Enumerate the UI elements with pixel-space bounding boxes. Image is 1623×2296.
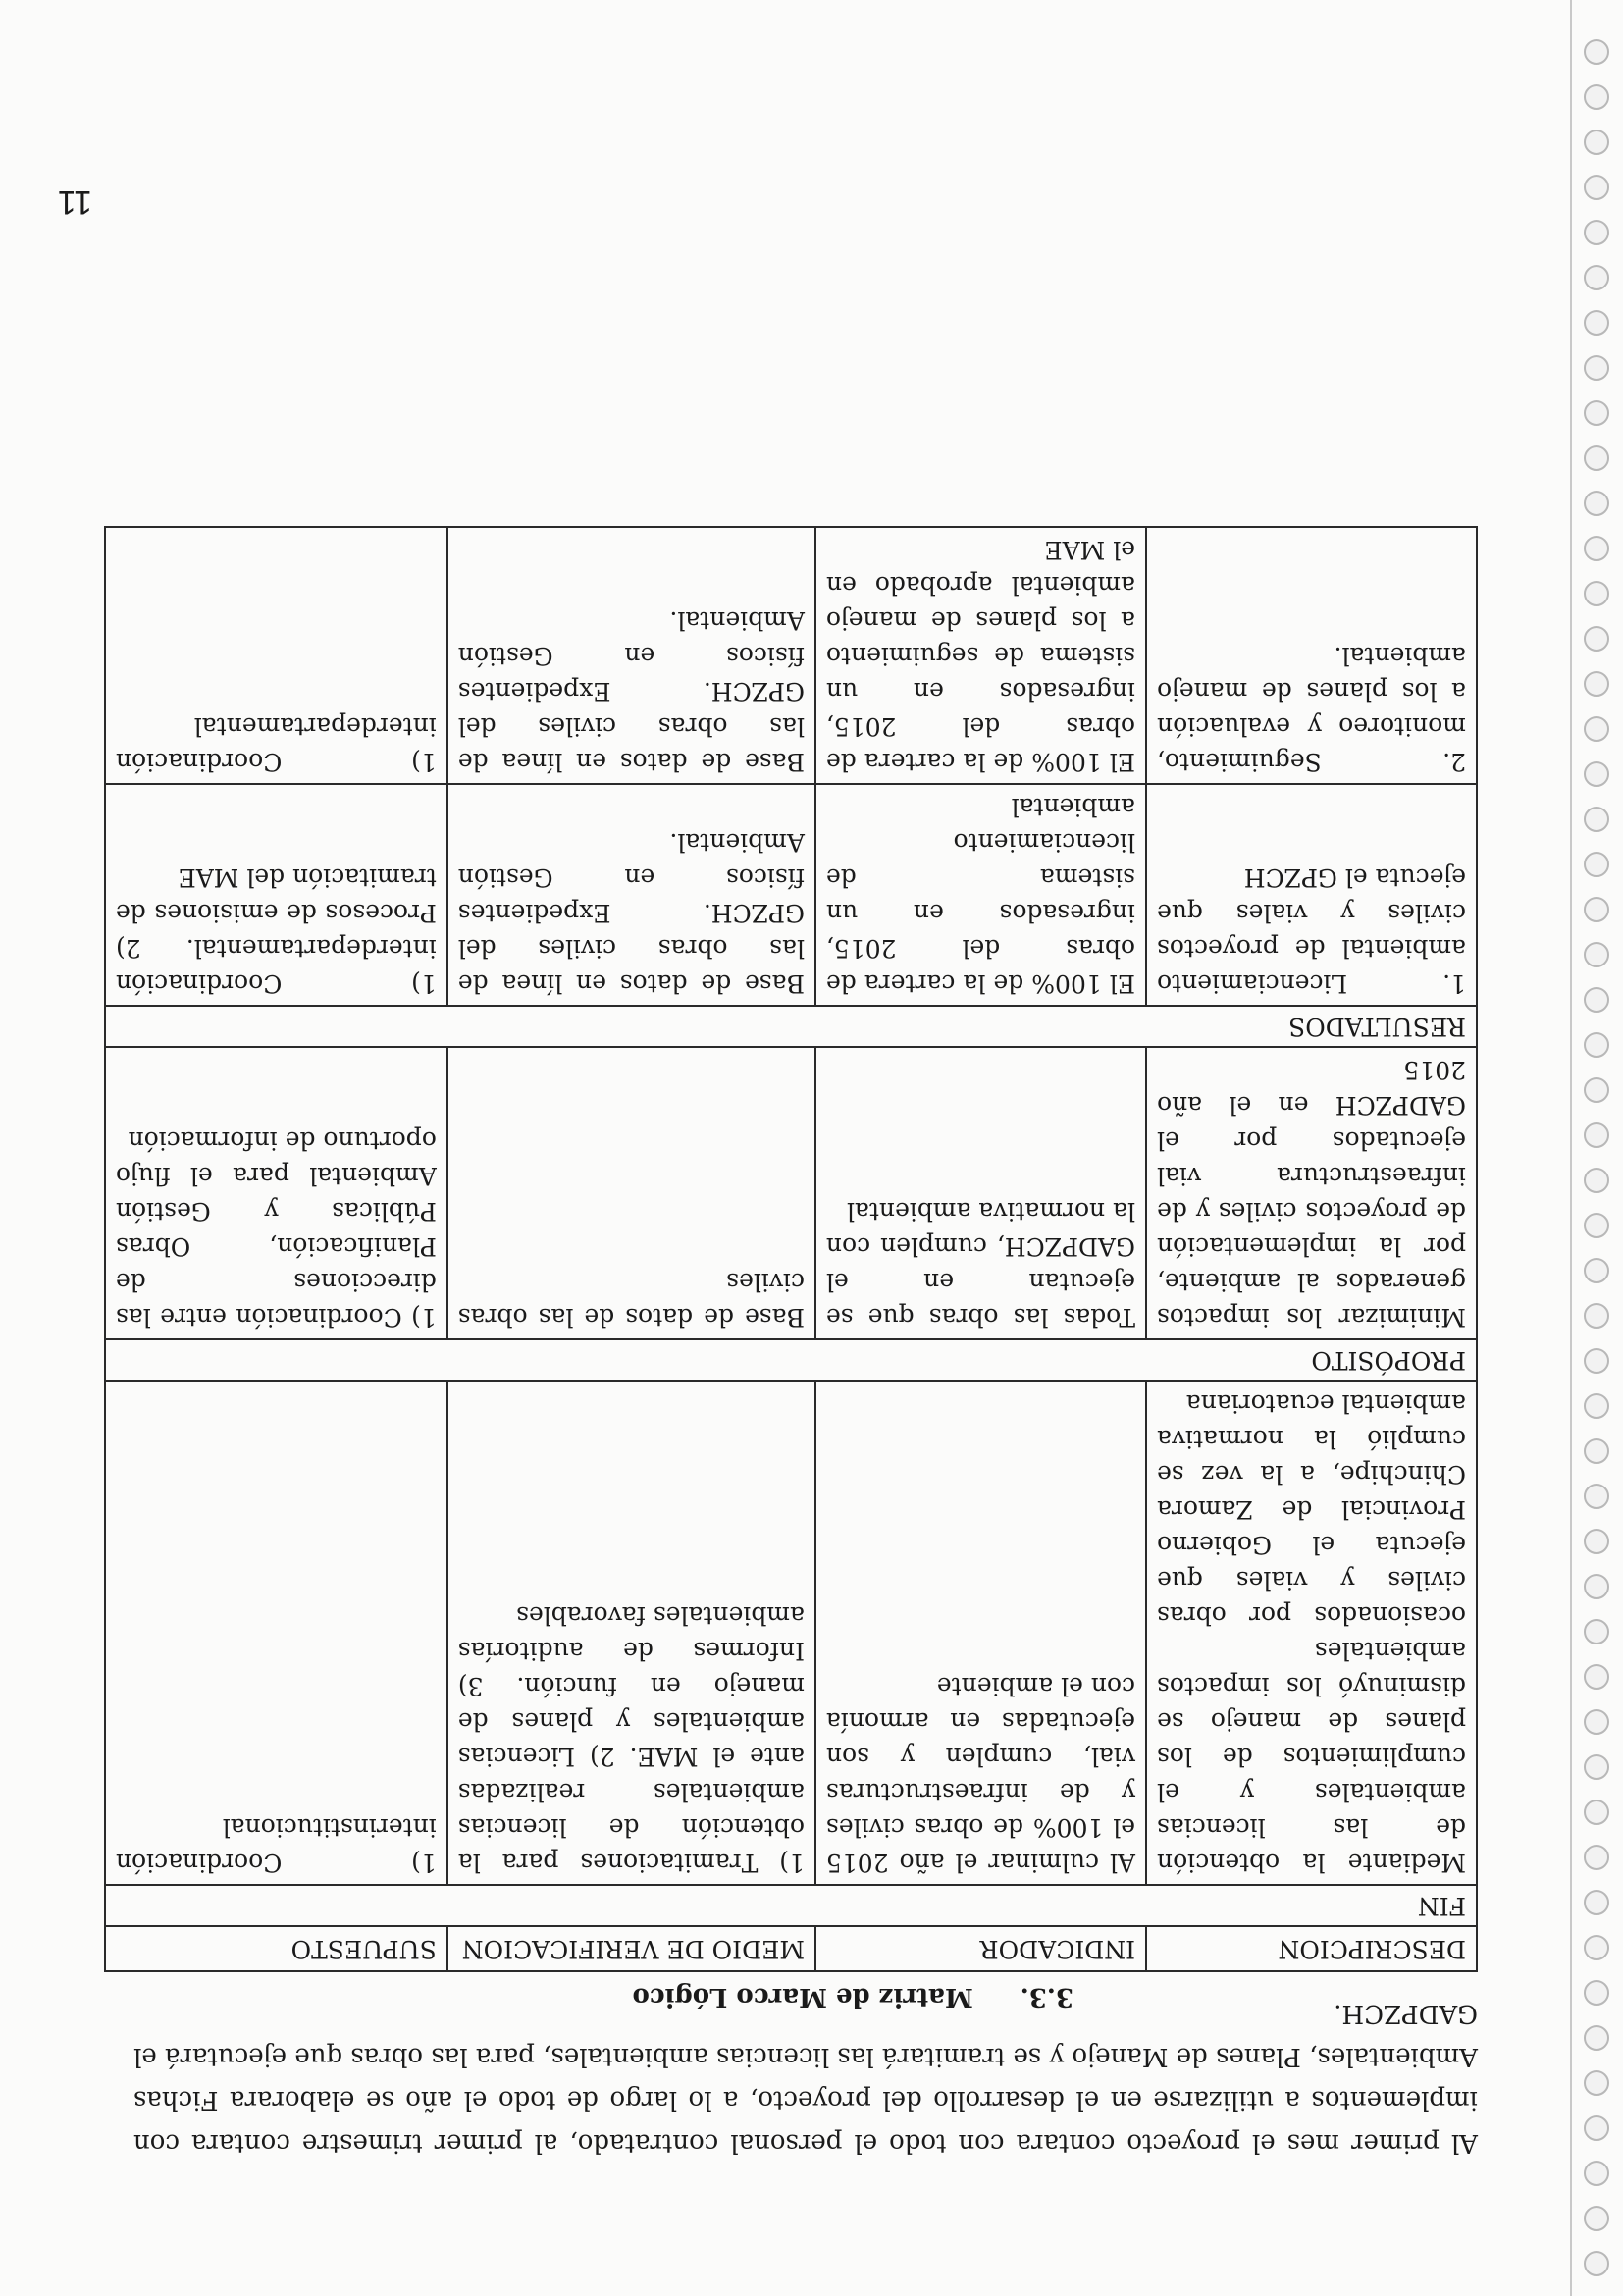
fin-indicador: Al culminar el año 2015 el 100% de obras civiles y de infraestructuras vial, cumplen y son ejecutadas en armonía con el ambiente	[815, 1381, 1146, 1885]
binder-ring	[1584, 626, 1609, 652]
binder-ring	[1584, 1574, 1609, 1599]
binder-ring	[1584, 2251, 1609, 2276]
band-row	[105, 1339, 1477, 1381]
binder-ring	[1584, 1303, 1609, 1329]
binder-ring	[1584, 1032, 1609, 1058]
resultado-1-supuesto: 1) Coordinación interdepartamental. 2) Procesos de emisiones de tramitación del MAE	[105, 784, 447, 1006]
binder-ring	[1584, 1393, 1609, 1419]
resultado-2-indicador: El 100% de la cartera de obras del 2015, ingresados en un sistema de seguimiento a los planes de manejo ambiental aprobado en el MAE	[815, 527, 1146, 784]
scanned-page: Al primer mes el proyecto contara con todo el personal contratado, al primer trimestre contara con implementos a utilizarse en el desarrollo del proyecto, a lo largo de todo el año se elaborara Fichas Ambientales, Planes de Manejo y se tramitará las licencias ambientales, para las obras que ejecutará el GADPZCH. 3.3.Matriz de Marco Lógico DESCRIPCION INDICADOR MEDIO DE VERIFICACION SUPUESTO FIN Mediante la obtención de las licencias ambientales y el cumplimientos de los planes de manejo se disminuyó los impactos ambientales ocasionados por obras civiles y viales que ejecuta el Gobierno Provincial de Zamora Chinchipe, a la vez se cumplió la normativa ambiental ecuatoriana Al culminar el año 2015 el 100% de obras civiles y de infraestructuras vial, cumplen y son ejecutadas en armonía con el ambiente 1) Tramitaciones para la obtención de licencias ambientales realizadas ante el MAE. 2) Licencias ambientales y planes de manejo en función. 3) Informes de auditorías ambientales favorables 1) Coordinación interinstitucional PROPÓSITO Minimizar los impactos generados al ambiente, por la implementación de proyectos civiles y de infraestructura vial ejecutados por el GADPZCH en el año 2015 Todas las obras que se ejecutan en el GADPZCH, cumplen con la normativa ambiental Base de datos de las obras civiles 1) Coordinación entre las direcciones de Planificación, Obras Públicas y Gestión Ambiental para el flujo oportuno de información RESULTADOS 1. Licenciamiento ambiental de proyectos civiles y viales que ejecuta el GPZCH El 100% de la cartera de obras del 2015, ingresados en un sistema de licenciamiento ambiental Base de datos en línea de las obras civiles del GPZCH. Expedientes físicos en Gestión Ambiental. 1) Coordinación interdepartamental. 2) Procesos de emisiones de tramitación del MAE 2. Seguimiento, monitoreo y evaluación a los planes de manejo ambiental. El 100% de la cartera de obras del 2015, ingresados en un sistema de seguimiento a los planes de manejo ambiental aprobado en el MAE Base de datos en línea de las obras civiles del GPZCH. Expedientes físicos en Gestión Ambiental. 1) Coordinación interdepartamental 11	[0, 0, 1623, 2296]
band-fin: FIN	[105, 1885, 1477, 1926]
binder-ring	[1584, 84, 1609, 110]
section-title: Matriz de Marco Lógico	[632, 1982, 973, 2011]
binder-rings	[1574, 0, 1623, 2296]
resultado-2-medio: Base de datos en línea de las obras civiles del GPZCH. Expedientes físicos en Gestión Ambiental.	[447, 527, 815, 784]
binder-ring	[1584, 2161, 1609, 2186]
binder-ring	[1584, 1845, 1609, 1870]
binder-ring	[1584, 355, 1609, 381]
binder-ring	[1584, 1935, 1609, 1960]
binder-ring	[1584, 852, 1609, 877]
binder-ring	[1584, 39, 1609, 65]
binder-ring	[1584, 1709, 1609, 1735]
binder-ring	[1584, 130, 1609, 155]
binder-ring	[1584, 1664, 1609, 1690]
binder-ring	[1584, 761, 1609, 787]
fin-medio: 1) Tramitaciones para la obtención de licencias ambientales realizadas ante el MAE. 2) Licencias ambientales y planes de manejo en función. 3) Informes de auditorías ambientales favorables	[447, 1381, 815, 1885]
binder-ring	[1584, 1754, 1609, 1780]
binder-ring	[1584, 1258, 1609, 1283]
binder-ring	[1584, 581, 1609, 606]
logical-framework-matrix	[104, 526, 1478, 1972]
proposito-supuesto: 1) Coordinación entre las direcciones de Planificación, Obras Públicas y Gestión Ambiental para el flujo oportuno de información	[105, 1047, 447, 1339]
binder-ring	[1584, 2070, 1609, 2096]
band-proposito: PROPÓSITO	[105, 1339, 1477, 1381]
binder-ring	[1584, 987, 1609, 1013]
binder-ring	[1584, 175, 1609, 200]
proposito-descripcion: Minimizar los impactos generados al ambiente, por la implementación de proyectos civiles y de infraestructura vial ejecutados por el GADPZCH en el año 2015	[1146, 1047, 1477, 1339]
table-row	[105, 527, 1477, 784]
binder-ring	[1584, 491, 1609, 516]
resultado-2-descripcion: 2. Seguimiento, monitoreo y evaluación a los planes de manejo ambiental.	[1146, 527, 1477, 784]
band-row	[105, 1885, 1477, 1926]
binder-ring	[1584, 310, 1609, 336]
binder-ring	[1584, 536, 1609, 561]
resultado-1-indicador: El 100% de la cartera de obras del 2015, ingresados en un sistema de licenciamiento ambiental	[815, 784, 1146, 1006]
header-indicador: INDICADOR	[815, 1926, 1146, 1971]
header-medio-verificacion: MEDIO DE VERIFICACION	[447, 1926, 815, 1971]
binder-ring	[1584, 1619, 1609, 1644]
binder-ring	[1584, 807, 1609, 832]
header-descripcion: DESCRIPCION	[1146, 1926, 1477, 1971]
binder-ring	[1584, 220, 1609, 245]
binder-ring	[1584, 1529, 1609, 1554]
binder-ring	[1584, 1213, 1609, 1238]
binder-ring	[1584, 445, 1609, 471]
table-row	[105, 784, 1477, 1006]
binder-ring	[1584, 942, 1609, 967]
binder-ring	[1584, 1980, 1609, 2006]
binder-ring	[1584, 400, 1609, 426]
band-row	[105, 1006, 1477, 1047]
page-edge	[1570, 0, 1572, 2296]
binder-ring	[1584, 265, 1609, 290]
table-row	[105, 1047, 1477, 1339]
binder-ring	[1584, 2115, 1609, 2141]
binder-ring	[1584, 2206, 1609, 2231]
binder-ring	[1584, 2025, 1609, 2051]
binder-ring	[1584, 1077, 1609, 1103]
proposito-indicador: Todas las obras que se ejecutan en el GADPZCH, cumplen con la normativa ambiental	[815, 1047, 1146, 1339]
resultado-2-supuesto: 1) Coordinación interdepartamental	[105, 527, 447, 784]
band-resultados: RESULTADOS	[105, 1006, 1477, 1047]
binder-ring	[1584, 1122, 1609, 1148]
fin-supuesto: 1) Coordinación interinstitucional	[105, 1381, 447, 1885]
binder-ring	[1584, 1890, 1609, 1915]
resultado-1-descripcion: 1. Licenciamiento ambiental de proyectos civiles y viales que ejecuta el GPZCH	[1146, 784, 1477, 1006]
proposito-medio: Base de datos de las obras civiles	[447, 1047, 815, 1339]
binder-ring	[1584, 1438, 1609, 1464]
header-supuesto: SUPUESTO	[105, 1926, 447, 1971]
fin-descripcion: Mediante la obtención de las licencias ambientales y el cumplimientos de los planes de manejo se disminuyó los impactos ambientales ocasionados por obras civiles y viales que ejecuta el Gobierno Provincial de Zamora Chinchipe, a la vez se cumplió la normativa ambiental ecuatoriana	[1146, 1381, 1477, 1885]
binder-ring	[1584, 1484, 1609, 1509]
binder-ring	[1584, 1168, 1609, 1193]
header-row	[105, 1926, 1477, 1971]
table-row	[105, 1381, 1477, 1885]
binder-ring	[1584, 897, 1609, 922]
section-number: 3.3.	[1020, 1982, 1073, 2011]
binder-ring	[1584, 1348, 1609, 1374]
binder-ring	[1584, 671, 1609, 697]
binder-ring	[1584, 716, 1609, 742]
intro-paragraph: Al primer mes el proyecto contara con todo el personal contratado, al primer trimestre contara con implementos a utilizarse en el desarrollo del proyecto, a lo largo de todo el año se elaborara Fichas Ambientales, Planes de Manejo y se tramitará las licencias ambientales, para las obras que ejecutará el GADPZCH.	[133, 1999, 1478, 2158]
binder-ring	[1584, 1800, 1609, 1825]
section-heading	[632, 1982, 1073, 2011]
resultado-1-medio: Base de datos en línea de las obras civiles del GPZCH. Expedientes físicos en Gestión Ambiental.	[447, 784, 815, 1006]
